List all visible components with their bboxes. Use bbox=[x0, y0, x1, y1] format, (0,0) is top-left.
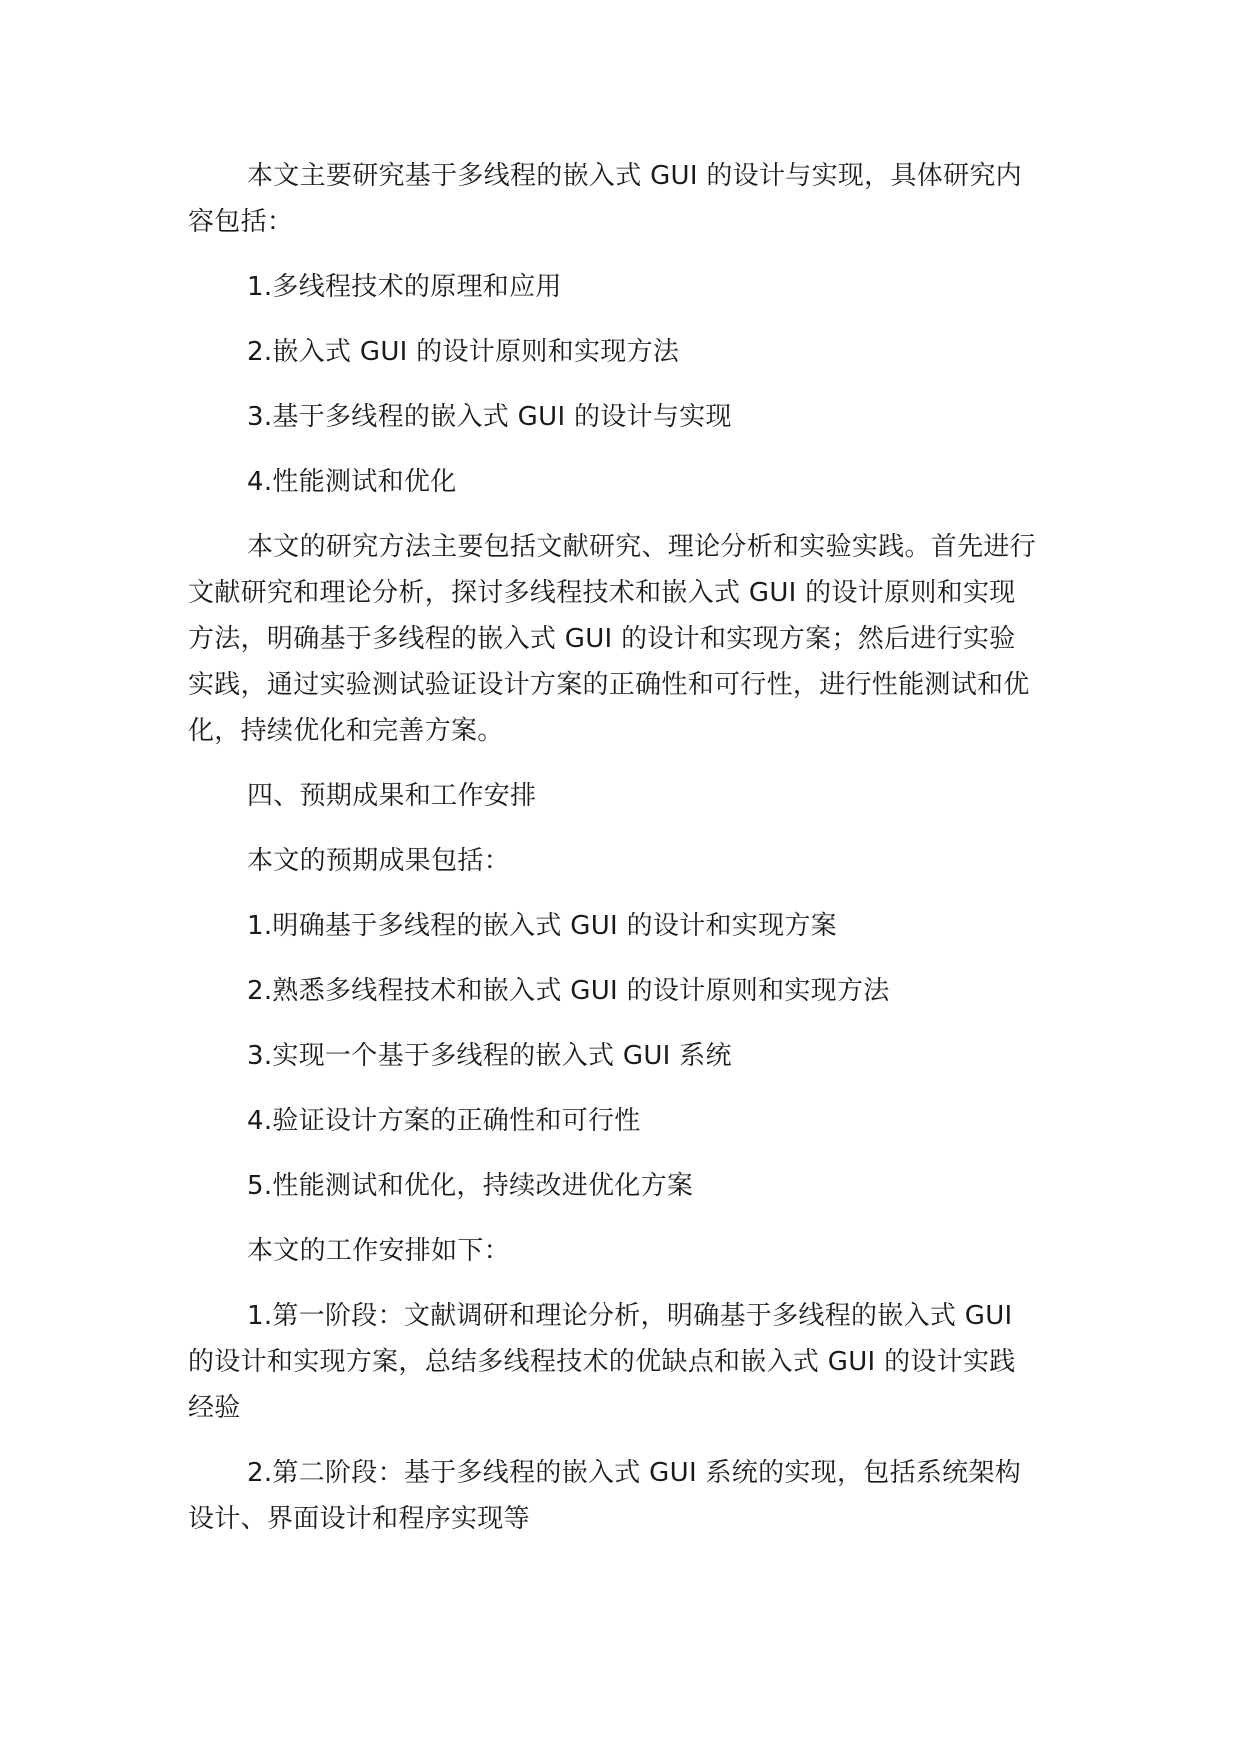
list-item: 5.性能测试和优化，持续改进优化方案 bbox=[247, 1171, 694, 1201]
list-item: 4.验证设计方案的正确性和可行性 bbox=[247, 1106, 641, 1136]
list-item: 4.性能测试和优化 bbox=[247, 467, 457, 497]
list-item: 2.嵌入式 GUI 的设计原则和实现方法 bbox=[247, 337, 680, 367]
list-item: 3.基于多线程的嵌入式 GUI 的设计与实现 bbox=[247, 402, 732, 432]
document-page bbox=[188, 153, 1040, 1561]
schedule-intro: 本文的工作安排如下： bbox=[247, 1236, 511, 1266]
schedule-item: 2.第二阶段：基于多线程的嵌入式 GUI 系统的实现，包括系统架构设计、界面设计和程序实现等 bbox=[188, 1458, 1022, 1534]
list-item: 1.多线程技术的原理和应用 bbox=[247, 272, 562, 302]
outcomes-intro: 本文的预期成果包括： bbox=[247, 846, 511, 876]
intro-paragraph: 本文主要研究基于多线程的嵌入式 GUI 的设计与实现，具体研究内容包括： bbox=[188, 161, 1022, 237]
schedule-item: 1.第一阶段：文献调研和理论分析，明确基于多线程的嵌入式 GUI 的设计和实现方案，总结多线程技术的优缺点和嵌入式 GUI 的设计实践经验 bbox=[188, 1301, 1016, 1423]
list-item: 1.明确基于多线程的嵌入式 GUI 的设计和实现方案 bbox=[247, 911, 837, 941]
list-item: 3.实现一个基于多线程的嵌入式 GUI 系统 bbox=[247, 1041, 732, 1071]
list-item: 2.熟悉多线程技术和嵌入式 GUI 的设计原则和实现方法 bbox=[247, 976, 890, 1006]
section-heading: 四、预期成果和工作安排 bbox=[247, 781, 537, 811]
method-paragraph: 本文的研究方法主要包括文献研究、理论分析和实验实践。首先进行文献研究和理论分析，探讨多线程技术和嵌入式 GUI 的设计原则和实现方法，明确基于多线程的嵌入式 GUI 的设计和实现方案；然后进行实验实践，通过实验测试验证设计方案的正确性和可行性，进行性能测试和优化，持续优化和完善方案。 bbox=[188, 532, 1037, 746]
